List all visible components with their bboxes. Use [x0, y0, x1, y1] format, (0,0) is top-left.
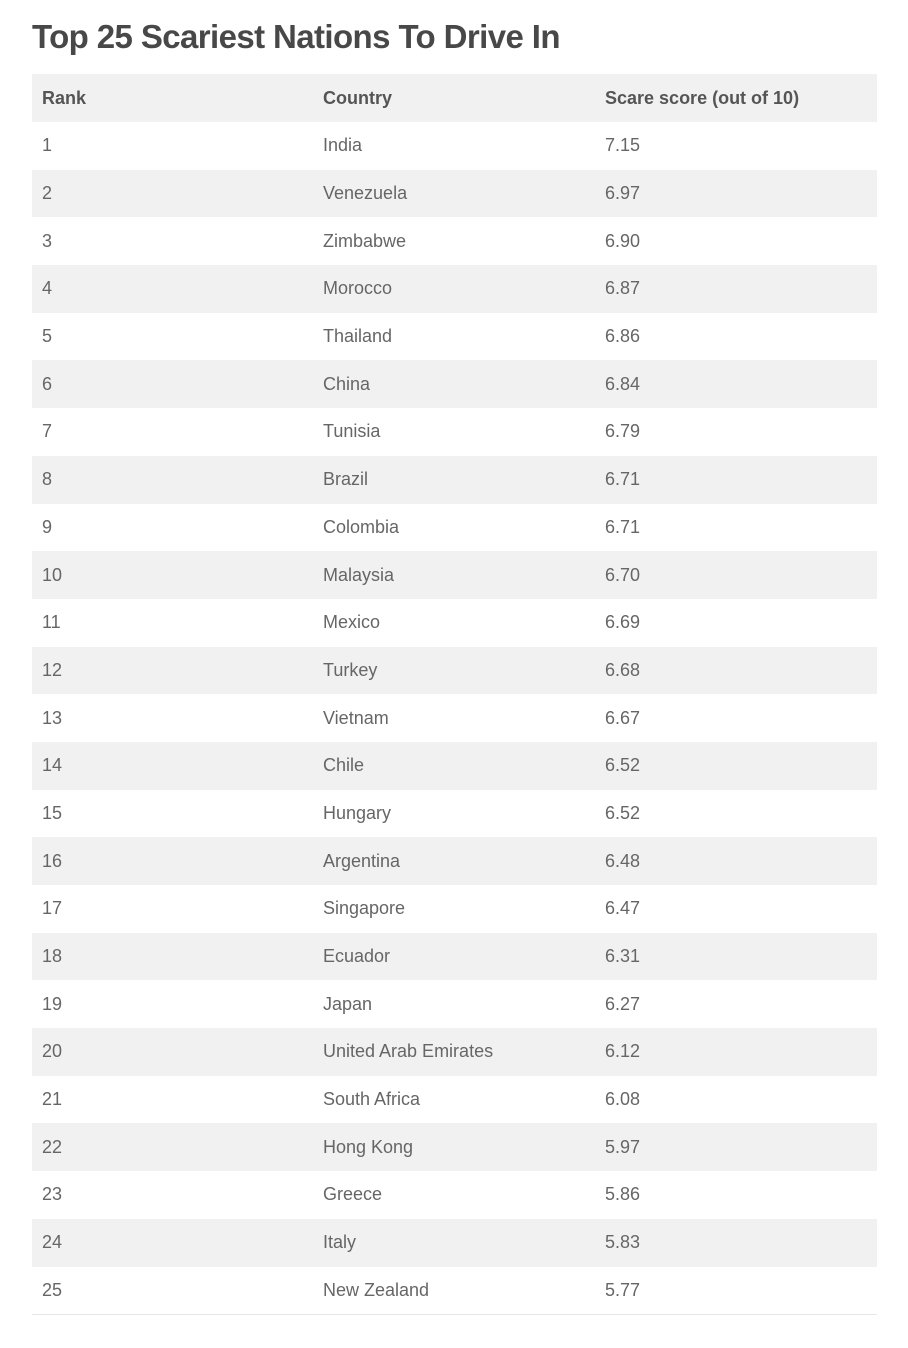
country-cell: Venezuela: [313, 170, 595, 218]
rank-cell: 13: [42, 707, 63, 728]
country-cell: Vietnam: [323, 707, 389, 728]
table-row: [32, 837, 877, 885]
rank-cell: 5: [42, 326, 53, 347]
table-row: [32, 1171, 877, 1219]
rank-cell: 2: [32, 170, 313, 218]
rank-cell: 22: [32, 1123, 313, 1171]
table-row: [32, 790, 877, 838]
rank-cell: 10: [32, 551, 313, 599]
rank-cell: 1: [42, 135, 53, 156]
score-cell: 6.70: [595, 551, 877, 599]
score-cell: 6.79: [605, 421, 641, 442]
table-header: [32, 74, 877, 122]
country-cell: Morocco: [313, 265, 595, 313]
table-row: [32, 933, 877, 981]
table-row: [32, 551, 877, 599]
table-row: [32, 647, 877, 695]
rank-cell: 3: [42, 230, 53, 251]
country-cell: Zimbabwe: [323, 230, 407, 251]
table-row: [32, 1219, 877, 1267]
country-cell: Tunisia: [323, 421, 381, 442]
country-cell: Thailand: [323, 326, 393, 347]
table-row: [32, 694, 877, 742]
score-cell: 6.67: [605, 707, 641, 728]
score-cell: 6.69: [605, 612, 641, 633]
rank-cell: 18: [32, 933, 313, 981]
table-row: [32, 1076, 877, 1124]
country-cell: China: [313, 360, 595, 408]
country-cell: Malaysia: [313, 551, 595, 599]
score-cell: 5.77: [595, 1267, 877, 1315]
rank-cell: 11: [42, 612, 61, 633]
rank-cell: 15: [42, 802, 63, 823]
country-cell: Mexico: [323, 612, 381, 633]
country-cell: Italy: [313, 1219, 595, 1267]
rank-cell: 14: [32, 742, 313, 790]
table-row: [32, 599, 877, 647]
table-row: [32, 313, 877, 361]
rank-cell: 9: [42, 516, 53, 537]
country-cell: South Africa: [323, 1089, 421, 1110]
country-cell: United Arab Emirates: [313, 1028, 595, 1076]
country-cell: Turkey: [313, 647, 595, 695]
rank-cell: 17: [42, 898, 63, 919]
table-row: [32, 1123, 877, 1171]
country-cell: Chile: [313, 742, 595, 790]
rank-cell: 24: [32, 1219, 313, 1267]
rank-cell: 8: [32, 456, 313, 504]
table-row: [32, 456, 877, 504]
table-row: [32, 885, 877, 933]
column-header-rank: Rank: [32, 74, 313, 122]
table-body: [32, 122, 877, 1315]
score-cell: 6.31: [595, 933, 877, 981]
table-row: [32, 408, 877, 456]
country-cell: Hong Kong: [313, 1123, 595, 1171]
rank-cell: 25: [32, 1267, 313, 1315]
country-cell: Colombia: [323, 516, 400, 537]
table-row: [32, 122, 877, 170]
score-cell: 6.47: [605, 898, 641, 919]
score-cell: 6.71: [595, 456, 877, 504]
country-cell: New Zealand: [313, 1267, 595, 1315]
score-cell: 5.97: [595, 1123, 877, 1171]
column-header-country: Country: [313, 74, 595, 122]
rank-cell: 20: [32, 1028, 313, 1076]
header-row: [32, 74, 877, 122]
table-row: [32, 504, 877, 552]
score-cell: 6.84: [595, 360, 877, 408]
country-cell: India: [323, 135, 363, 156]
table-row: [32, 170, 877, 218]
country-cell: Ecuador: [313, 933, 595, 981]
rank-cell: 4: [32, 265, 313, 313]
score-cell: 6.90: [605, 230, 641, 251]
country-cell: Argentina: [313, 837, 595, 885]
table-row: [32, 217, 877, 265]
score-cell: 6.12: [595, 1028, 877, 1076]
rank-cell: 12: [32, 647, 313, 695]
table-row: [32, 265, 877, 313]
rank-cell: 7: [42, 421, 53, 442]
country-cell: Greece: [323, 1184, 383, 1205]
page-title: Top 25 Scariest Nations To Drive In: [32, 18, 560, 55]
score-cell: 6.86: [605, 326, 641, 347]
score-cell: 6.08: [605, 1089, 641, 1110]
country-cell: Hungary: [323, 802, 392, 823]
table-row: [32, 742, 877, 790]
score-cell: 6.52: [605, 802, 641, 823]
score-cell: 6.27: [605, 993, 641, 1014]
score-cell: 6.71: [605, 516, 641, 537]
table-row: [32, 980, 877, 1028]
rank-cell: 19: [42, 993, 63, 1014]
country-cell: Singapore: [323, 898, 406, 919]
ranking-table: [32, 74, 877, 1315]
country-cell: Brazil: [313, 456, 595, 504]
table-row: [32, 360, 877, 408]
score-cell: 6.87: [595, 265, 877, 313]
score-cell: 6.52: [595, 742, 877, 790]
rank-cell: 16: [32, 837, 313, 885]
rank-cell: 6: [32, 360, 313, 408]
score-cell: 6.68: [595, 647, 877, 695]
rank-cell: 23: [42, 1184, 63, 1205]
score-cell: 6.48: [595, 837, 877, 885]
table-row: [32, 1028, 877, 1076]
score-cell: 6.97: [595, 170, 877, 218]
country-cell: Japan: [323, 993, 373, 1014]
table-row: [32, 1267, 877, 1315]
score-cell: 5.83: [595, 1219, 877, 1267]
rank-cell: 21: [42, 1089, 63, 1110]
column-header-score: Scare score (out of 10): [595, 74, 877, 122]
score-cell: 5.86: [605, 1184, 641, 1205]
score-cell: 7.15: [605, 135, 641, 156]
